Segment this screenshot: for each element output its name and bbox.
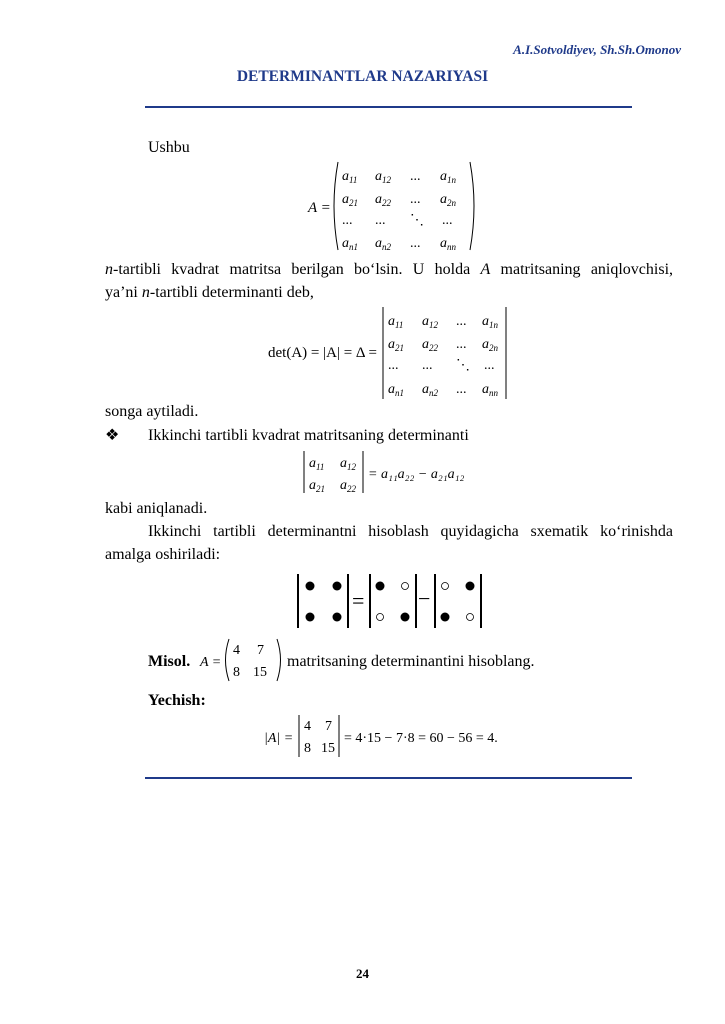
a2n-cell: $a_{2n}$ xyxy=(440,192,456,208)
svg-text:4: 4 xyxy=(304,719,311,734)
svg-text:a22: $a_{22}$ xyxy=(422,337,438,353)
svg-text:a22: $a_{22}$ xyxy=(340,478,356,494)
det2-formula xyxy=(300,448,530,496)
para2-line1: Ikkinchi tartibli determinantni hisoblash quyidagicha sxematik ko‘rinishda xyxy=(148,523,673,540)
misol-matrix xyxy=(198,636,284,684)
yechish-label: Yechish: xyxy=(148,692,206,709)
bullet-diamond-icon: ❖ xyxy=(105,427,120,444)
ann-cell: $a_{nn}$ xyxy=(440,236,456,252)
ddots-cell: ⋱ xyxy=(410,213,424,228)
svg-text:a1n: $a_{1n}$ xyxy=(482,314,498,330)
svg-text:...: ... xyxy=(388,358,399,373)
chapter-title: DETERMINANTLAR NAZARIYASI xyxy=(236,68,489,85)
matrix-A-label: A = xyxy=(308,200,331,216)
top-divider xyxy=(145,106,632,108)
an1-cell: $a_{n1}$ xyxy=(342,236,358,252)
svg-text:...: ... xyxy=(456,337,467,352)
filled-dot-icon xyxy=(466,582,475,591)
solution-lhs: |A| = xyxy=(264,731,294,746)
cell-8: 8 xyxy=(233,665,240,680)
a21-cell: $a_{21}$ xyxy=(342,192,358,208)
hollow-dot-icon xyxy=(467,614,474,621)
svg-text:a21: $a_{21}$ xyxy=(388,337,404,353)
matrix-A xyxy=(300,158,480,254)
dots-cell: ... xyxy=(442,213,453,228)
solution-formula xyxy=(262,712,522,760)
songa-text: songa aytiladi. xyxy=(105,403,199,420)
filled-dot-icon xyxy=(306,613,315,622)
svg-text:⋱: ⋱ xyxy=(456,358,470,373)
solution-rhs: = 4·15 − 7·8 = 60 − 56 = 4. xyxy=(344,731,498,746)
svg-text:an2: $a_{n2}$ xyxy=(422,382,438,398)
dots-cell: ... xyxy=(375,213,386,228)
filled-dot-icon xyxy=(441,613,450,622)
svg-text:a21: $a_{21}$ xyxy=(309,478,325,494)
det-label: det(A) = |A| = Δ = xyxy=(268,345,377,361)
header-authors: A.I.Sotvoldiyev, Sh.Sh.Omonov xyxy=(513,42,681,57)
paragraph-line2: ya’ni n-tartibli determinanti deb, xyxy=(105,284,314,301)
a1n-cell: $a_{1n}$ xyxy=(440,169,456,185)
svg-text:...: ... xyxy=(422,358,433,373)
paragraph-line1: n-tartibli kvadrat matritsa berilgan bo‘lsin. U holda A matritsaning aniqlovchisi, xyxy=(105,261,674,278)
dots-cell: ... xyxy=(410,169,421,184)
bottom-divider xyxy=(145,777,632,779)
an2-cell: $a_{n2}$ xyxy=(375,236,391,252)
determinant-definition xyxy=(262,303,524,403)
svg-text:...: ... xyxy=(456,314,467,329)
a12-cell: $a_{12}$ xyxy=(375,169,391,185)
cell-4: 4 xyxy=(233,643,240,658)
det2-rhs: = a₁₁a₂₂ − a₂₁a₁₂ xyxy=(368,467,465,482)
filled-dot-icon xyxy=(376,582,385,591)
cell-15: 15 xyxy=(253,665,267,680)
minus-sign: − xyxy=(418,586,431,611)
equals-sign: = xyxy=(352,588,365,613)
cell-7: 7 xyxy=(257,643,264,658)
para2-line2: amalga oshiriladi: xyxy=(105,546,221,563)
svg-text:a11: $a_{11}$ xyxy=(309,456,325,472)
hollow-dot-icon xyxy=(402,583,409,590)
svg-text:...: ... xyxy=(484,358,495,373)
ikkinchi-text: Ikkinchi tartibli kvadrat matritsaning determinanti xyxy=(148,427,469,444)
kabi-text: kabi aniqlanadi. xyxy=(105,500,208,517)
hollow-dot-icon xyxy=(377,614,384,621)
svg-text:...: ... xyxy=(456,382,467,397)
svg-text:8: 8 xyxy=(304,741,311,756)
svg-text:a11: $a_{11}$ xyxy=(388,314,404,330)
svg-text:ann: $a_{nn}$ xyxy=(482,382,498,398)
svg-text:a12: $a_{12}$ xyxy=(422,314,438,330)
filled-dot-icon xyxy=(401,613,410,622)
page-number: 24 xyxy=(356,966,369,981)
a11-cell: $a_{11}$ xyxy=(342,169,358,185)
misol-label: Misol. xyxy=(148,653,191,670)
intro-word: Ushbu xyxy=(148,139,190,156)
filled-dot-icon xyxy=(306,582,315,591)
filled-dot-icon xyxy=(333,582,342,591)
svg-text:15: 15 xyxy=(321,741,335,756)
schematic-diagram xyxy=(292,570,492,632)
misol-text: matritsaning determinantini hisoblang. xyxy=(287,653,535,670)
dots-cell: ... xyxy=(342,213,353,228)
svg-text:a12: $a_{12}$ xyxy=(340,456,356,472)
svg-text:7: 7 xyxy=(325,719,332,734)
misol-A-label: A = xyxy=(200,655,222,670)
dots-cell: ... xyxy=(410,192,421,207)
filled-dot-icon xyxy=(333,613,342,622)
svg-text:an1: $a_{n1}$ xyxy=(388,382,404,398)
a22-cell: $a_{22}$ xyxy=(375,192,391,208)
svg-text:a2n: $a_{2n}$ xyxy=(482,337,498,353)
dots-cell: ... xyxy=(410,236,421,251)
hollow-dot-icon xyxy=(442,583,449,590)
